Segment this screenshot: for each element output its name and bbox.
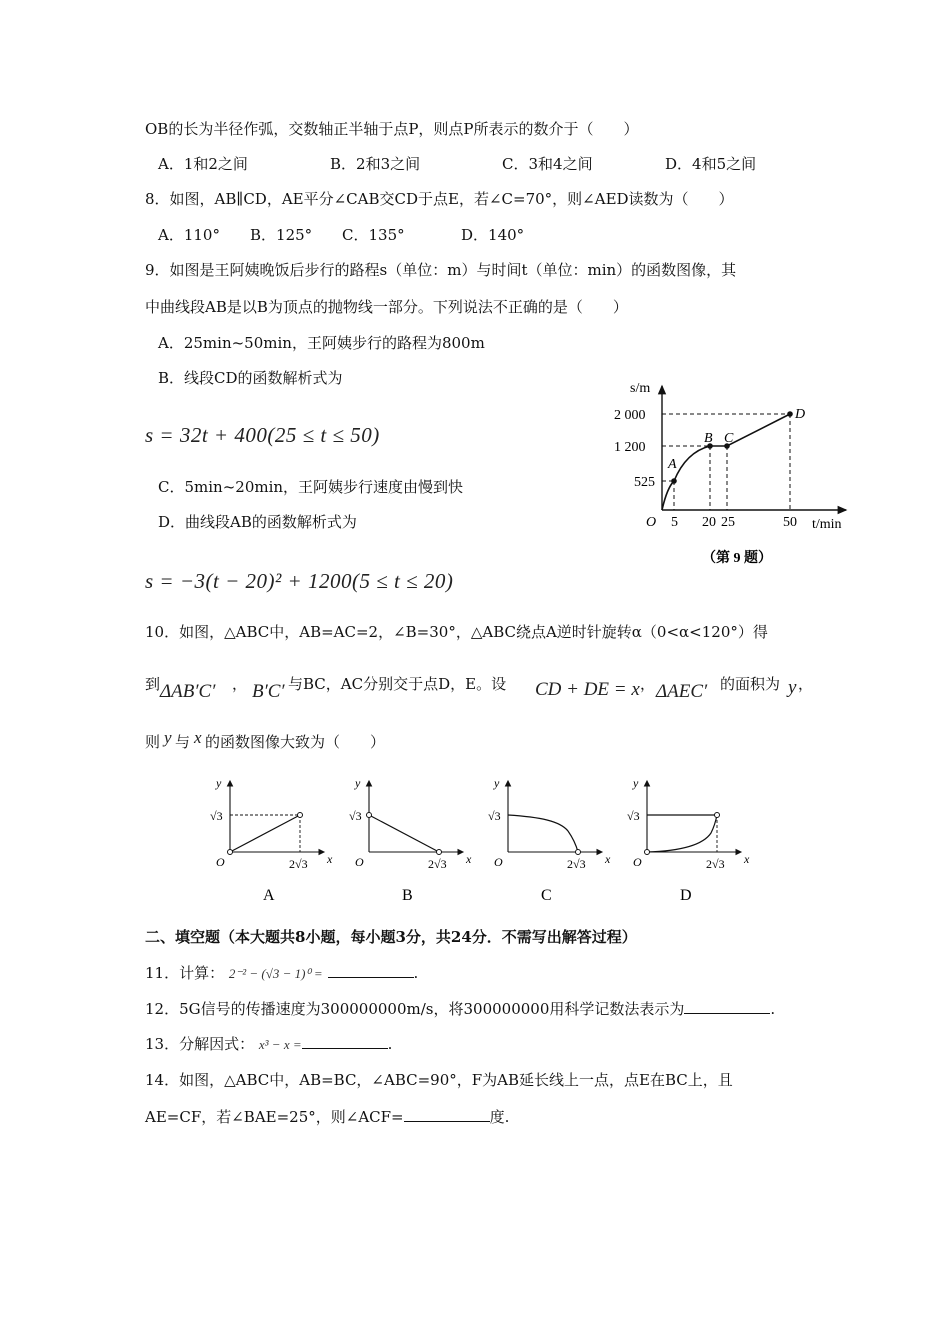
q13-suffix: . bbox=[387, 1035, 393, 1053]
q14-line2-suffix: 度. bbox=[489, 1108, 510, 1126]
q10-choice-c: C bbox=[541, 887, 552, 904]
q10-sep2: ， bbox=[640, 675, 656, 693]
q10-text-yu: 与 bbox=[175, 733, 191, 751]
q12-text: 12．5G信号的传播速度为300000000m/s，将300000000用科学记数法表示为 bbox=[145, 1000, 685, 1018]
svg-text:y: y bbox=[355, 776, 361, 790]
q10-math-bc: B′C′ bbox=[252, 681, 285, 702]
q9-origin: O bbox=[646, 515, 657, 530]
svg-text:x: x bbox=[744, 852, 750, 866]
svg-text:O: O bbox=[494, 855, 503, 869]
q14-line2 bbox=[145, 1106, 509, 1127]
q10-math-triangle1: ΔAB′C′ bbox=[160, 681, 216, 702]
q9-ytick-1200: 1 200 bbox=[614, 440, 646, 455]
q9-label-a: A bbox=[668, 457, 677, 472]
q10-math-y: y bbox=[788, 677, 797, 698]
q10-sep3: ， bbox=[798, 675, 814, 693]
q8-option-a: A．110° bbox=[158, 226, 220, 244]
svg-text:2√3: 2√3 bbox=[428, 857, 447, 871]
q8-option-b: B．125° bbox=[250, 226, 313, 244]
q9-xtick-20: 20 bbox=[702, 515, 716, 530]
q10-math-x: x bbox=[194, 728, 202, 747]
q10-text-area: 的面积为 bbox=[720, 675, 781, 693]
q14-answer-blank[interactable] bbox=[404, 1107, 490, 1122]
q12-answer-blank[interactable] bbox=[684, 999, 770, 1014]
svg-text:√3: √3 bbox=[627, 809, 640, 823]
q10-choice-a: A bbox=[263, 887, 275, 904]
q13-answer-blank[interactable] bbox=[302, 1034, 388, 1049]
q7-option-c: C．3和4之间 bbox=[502, 155, 593, 173]
q7-stem: OB的长为半径作弧，交数轴正半轴于点P，则点P所表示的数介于（ ） bbox=[145, 120, 639, 138]
q7-option-a: A．1和2之间 bbox=[158, 155, 248, 173]
section2-title: 二、填空题（本大题共8小题，每小题3分，共24分．不需写出解答过程） bbox=[145, 928, 637, 946]
q10-math-triangle2: ΔAEC′ bbox=[656, 681, 708, 702]
q12 bbox=[145, 998, 775, 1019]
q10-graph-b bbox=[349, 776, 472, 904]
q11-answer-blank[interactable] bbox=[328, 963, 414, 978]
q9-xtick-25: 25 bbox=[721, 515, 735, 530]
svg-text:x: x bbox=[605, 852, 611, 866]
q9-xtick-50: 50 bbox=[783, 515, 797, 530]
q9-formula-d: s = −3(t − 20)² + 1200(5 ≤ t ≤ 20) bbox=[145, 569, 454, 593]
q10-choice-b: B bbox=[402, 887, 413, 904]
q9-stem-line1: 9．如图是王阿姨晚饭后步行的路程s（单位：m）与时间t（单位：min）的函数图像，其 bbox=[145, 261, 737, 279]
svg-text:√3: √3 bbox=[210, 809, 223, 823]
svg-text:O: O bbox=[355, 855, 364, 869]
q12-suffix: . bbox=[770, 1000, 776, 1018]
q9-point-d bbox=[787, 411, 793, 417]
svg-text:O: O bbox=[633, 855, 642, 869]
svg-text:2√3: 2√3 bbox=[706, 857, 725, 871]
q9-y-label: s/m bbox=[630, 381, 651, 396]
q9-ytick-2000: 2 000 bbox=[614, 408, 646, 423]
q11-suffix: . bbox=[413, 964, 419, 982]
q11-expr: 2⁻² − (√3 − 1)⁰ = bbox=[228, 966, 323, 981]
q9-stem-line2: 中曲线段AB是以B为顶点的抛物线一部分。下列说法不正确的是（ ） bbox=[145, 298, 628, 316]
q10-graph-a bbox=[210, 776, 333, 904]
q10-sep1: ， bbox=[232, 675, 248, 693]
svg-text:2√3: 2√3 bbox=[289, 857, 308, 871]
q9-ytick-525: 525 bbox=[634, 475, 655, 490]
q9-formula-b: s = 32t + 400(25 ≤ t ≤ 50) bbox=[145, 423, 380, 447]
q14-line2-prefix: AE=CF，若∠BAE=25°，则∠ACF= bbox=[145, 1108, 404, 1126]
q13-expr: x³ − x = bbox=[258, 1037, 302, 1052]
q10-graph-c bbox=[488, 776, 611, 904]
svg-text:y: y bbox=[216, 776, 222, 790]
q9-label-c: C bbox=[724, 431, 734, 446]
svg-text:x: x bbox=[327, 852, 333, 866]
q8-option-c: C．135° bbox=[342, 226, 405, 244]
q13 bbox=[145, 1033, 392, 1054]
svg-text:x: x bbox=[466, 852, 472, 866]
svg-text:√3: √3 bbox=[488, 809, 501, 823]
q9-label-d: D bbox=[795, 407, 806, 422]
q10-graph-d bbox=[627, 776, 750, 904]
svg-text:y: y bbox=[633, 776, 639, 790]
q9-option-a: A．25min~50min，王阿姨步行的路程为800m bbox=[158, 334, 485, 352]
q9-x-label: t/min bbox=[812, 517, 842, 532]
q10-math-y2: y bbox=[164, 728, 172, 747]
q7-option-d: D．4和5之间 bbox=[665, 155, 757, 173]
svg-text:y: y bbox=[494, 776, 500, 790]
q9-xtick-5: 5 bbox=[671, 515, 678, 530]
svg-text:O: O bbox=[216, 855, 225, 869]
svg-text:2√3: 2√3 bbox=[567, 857, 586, 871]
q9-caption: （第 9 题） bbox=[702, 551, 772, 566]
q9-point-a bbox=[671, 478, 677, 484]
q8-option-d: D．140° bbox=[461, 226, 525, 244]
q9-graph bbox=[610, 376, 860, 570]
q11-prefix: 11．计算： bbox=[145, 964, 225, 982]
q10-text-then: 则 bbox=[145, 733, 161, 751]
svg-text:√3: √3 bbox=[349, 809, 362, 823]
q9-option-b: B．线段CD的函数解析式为 bbox=[158, 369, 343, 387]
q13-prefix: 13．分解因式： bbox=[145, 1035, 255, 1053]
q10-text-dao: 到 bbox=[145, 675, 161, 693]
q10-text-graph: 的函数图像大致为（ ） bbox=[205, 733, 386, 751]
q9-curve bbox=[662, 414, 790, 510]
q9-option-c: C．5min~20min，王阿姨步行速度由慢到快 bbox=[158, 478, 464, 496]
q10-stem-line1: 10．如图，△ABC中，AB=AC=2，∠B=30°，△ABC绕点A逆时针旋转α（0<α<120°）得 bbox=[145, 623, 768, 641]
q9-label-b: B bbox=[704, 431, 713, 446]
q10-text-mid: 与BC，AC分别交于点D，E。设 bbox=[288, 675, 507, 693]
q10-choice-graphs bbox=[200, 775, 770, 910]
q9-option-d: D．曲线段AB的函数解析式为 bbox=[158, 513, 357, 531]
q7-option-b: B．2和3之间 bbox=[330, 155, 421, 173]
q10-choice-d: D bbox=[680, 887, 692, 904]
q14-line1: 14．如图，△ABC中，AB=BC，∠ABC=90°，F为AB延长线上一点，点E在BC上，且 bbox=[145, 1071, 733, 1089]
q8-stem: 8．如图，AB∥CD，AE平分∠CAB交CD于点E，若∠C=70°，则∠AED读数为（ ） bbox=[145, 190, 734, 208]
q11 bbox=[145, 962, 418, 983]
q10-math-sum: CD + DE = x bbox=[535, 679, 640, 700]
